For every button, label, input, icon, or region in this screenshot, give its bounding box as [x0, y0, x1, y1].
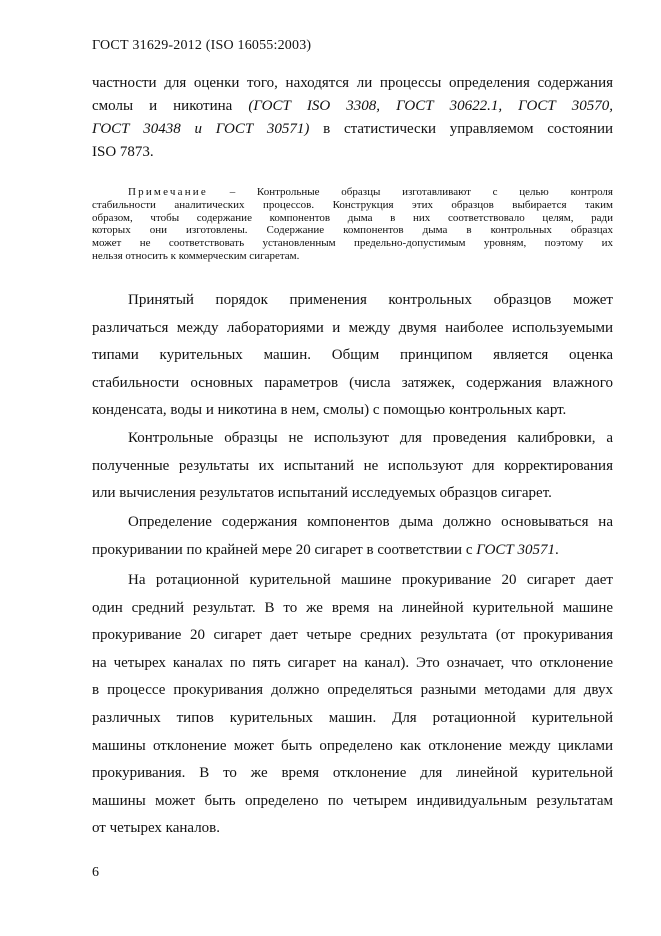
line: Контрольные образцы не используют для проведения калибровки, а [128, 430, 613, 446]
line: смолы и никотина (ГОСТ ISO 3308, ГОСТ 30622.1, ГОСТ 30570, [92, 98, 613, 114]
paragraph-4 [92, 509, 613, 564]
line: от четырех каналов. [92, 820, 221, 837]
line: Принятый порядок применения контрольных образцов может [128, 292, 613, 308]
paragraph-1 [92, 72, 613, 164]
standards-reference: (ГОСТ ISO 3308, ГОСТ 30622.1, ГОСТ 30570, [248, 98, 613, 114]
line: ГОСТ 30438 и ГОСТ 30571) в статистически управляемом состоянии [92, 121, 614, 137]
note-line: Примечание – Контрольные образцы изготавливают с целью контроля [128, 186, 613, 198]
paragraph-2 [92, 287, 613, 425]
paragraph-5 [92, 567, 613, 843]
line: На ротационной курительной машине прокуривание 20 сигарет дает [128, 572, 613, 588]
note-block [92, 186, 613, 263]
standards-reference: ГОСТ 30571 [476, 541, 555, 558]
line: машины отклонение может быть определено как отклонение между циклами [92, 737, 613, 754]
line: типами курительных машин. Общим принципом является оценка [92, 347, 613, 363]
line: прокуривании по крайней мере 20 сигарет в соответствии с ГОСТ 30571. [92, 541, 559, 558]
note-line: которых они изготовлены. Содержание компонентов дыма в контрольных образцах [92, 224, 613, 237]
page-number: 6 [92, 865, 99, 880]
line: Определение содержания компонентов дыма должно основываться на [128, 514, 613, 530]
document-header: ГОСТ 31629-2012 (ISO 16055:2003) [92, 38, 312, 53]
line: машины может быть определено по четырем индивидуальным результатам [92, 792, 613, 809]
line: стабильности основных параметров (числа затяжек, содержания влажного [92, 374, 613, 391]
line: прокуривания. В то же время отклонение для линейной курительной [92, 765, 613, 782]
note-line: образом, чтобы содержание компонентов дыма в них соответствовало целям, ради [92, 211, 613, 224]
line: на четырех каналах по пять сигарет на канал). Это означает, что отклонение [92, 654, 613, 671]
note-label: Примечание [128, 186, 208, 198]
note-line: может не соответствовать установленным предельно-допустимым уровням, поэтому их [92, 237, 613, 250]
line: или вычисления результатов испытаний исследуемых образцов сигарет. [92, 485, 552, 501]
note-line: стабильности аналитических процессов. Конструкция этих образцов выбирается таким [92, 198, 613, 211]
note-line: нельзя относить к коммерческим сигаретам. [92, 249, 300, 262]
standards-reference: ГОСТ 30438 и ГОСТ 30571) [92, 121, 310, 137]
line: в процессе прокуривания должно определяться разными методами для двух [92, 682, 613, 699]
line: один средний результат. В то же время на линейной курительной машине [92, 599, 613, 616]
line: различаться между лабораториями и между двумя наиболее используемыми [92, 319, 613, 336]
line: прокуривание 20 сигарет дает четыре средних результата (от прокуривания [92, 627, 613, 644]
line: ISO 7873. [92, 144, 154, 160]
line: полученные результаты их испытаний не используют для корректирования [92, 457, 613, 474]
line: конденсата, воды и никотина в нем, смолы) с помощью контрольных карт. [92, 402, 567, 418]
paragraph-3 [92, 425, 613, 508]
line: частности для оценки того, находятся ли процессы определения содержания [92, 75, 613, 91]
line: различных типов курительных машин. Для ротационной курительной [92, 709, 613, 726]
